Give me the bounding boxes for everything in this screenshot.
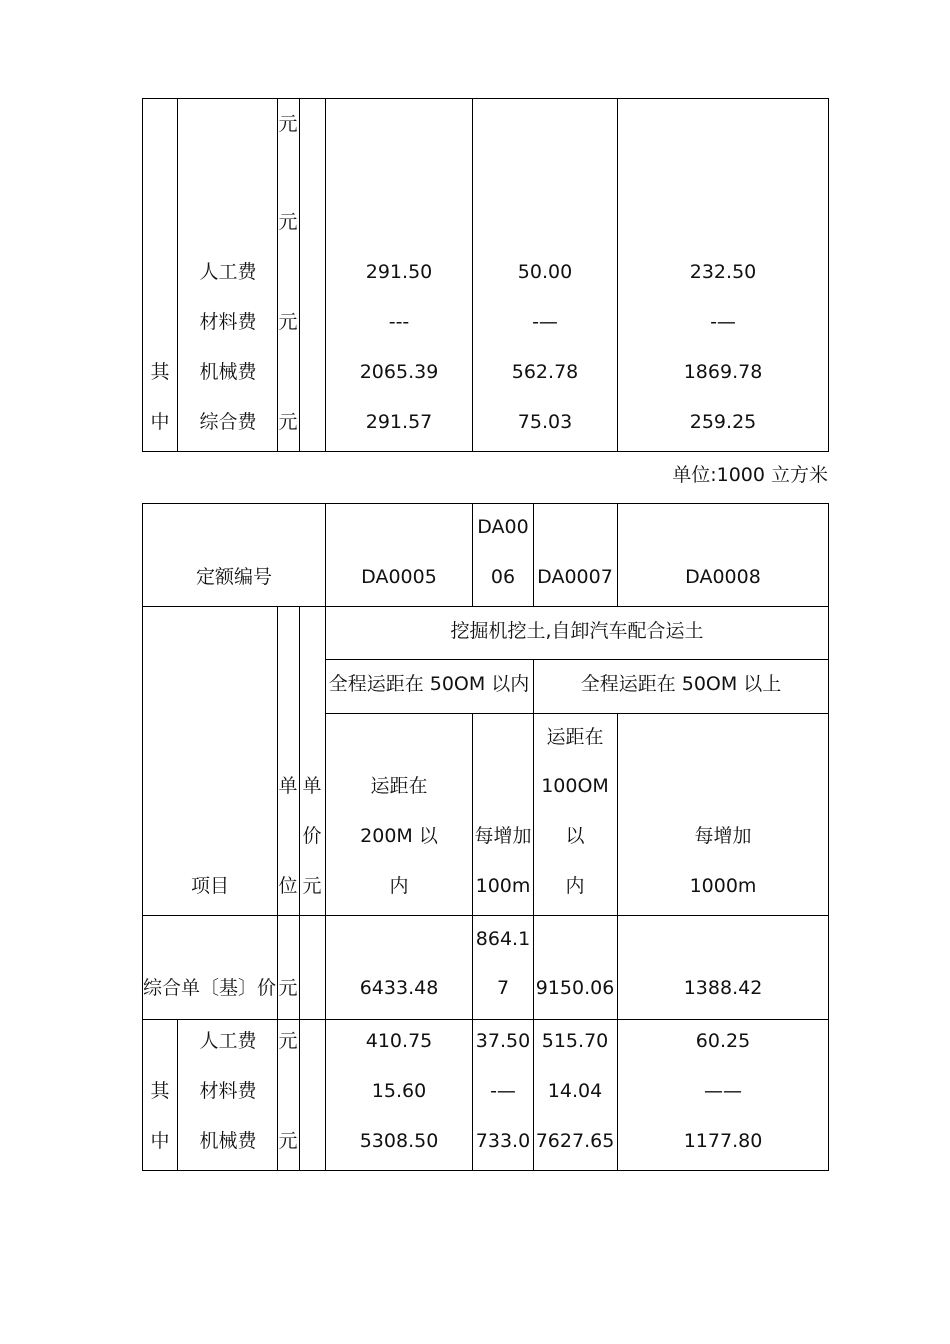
sub-header: 1000m	[689, 875, 757, 897]
item-label: 项目	[190, 875, 230, 897]
cell: 291.57	[365, 411, 433, 433]
row-label: 机械费	[199, 1130, 257, 1152]
cell: 515.70	[541, 1030, 609, 1052]
zhong-label: 中	[150, 1130, 170, 1152]
cell: 733.0	[475, 1130, 531, 1152]
sub-header: 每增加	[474, 825, 532, 847]
cell: 14.04	[547, 1080, 603, 1102]
price-header: 元	[302, 875, 322, 897]
sub-header: 内	[389, 875, 409, 897]
zhong-label: 中	[150, 411, 170, 433]
cell: -—	[710, 311, 736, 333]
price-header: 单	[302, 775, 322, 797]
qi-label: 其	[150, 361, 170, 383]
cell: 5308.50	[359, 1130, 439, 1152]
sub-header: 100OM	[541, 775, 609, 797]
sub-header: 运距在	[546, 726, 604, 748]
cell: 562.78	[511, 361, 579, 383]
group-header: 全程运距在 50OM 以上	[580, 673, 782, 695]
cell: 2065.39	[359, 361, 439, 383]
row-label: 人工费	[199, 261, 257, 283]
quota-code: DA0007	[537, 566, 613, 588]
section-title: 挖掘机挖土,自卸汽车配合运土	[450, 620, 704, 642]
row-label: 材料费	[199, 311, 257, 333]
unit-note: 单位:1000 立方米	[672, 464, 828, 486]
quota-code-label: 定额编号	[195, 566, 273, 588]
quota-code: DA00	[477, 516, 529, 538]
qi-label: 其	[150, 1080, 170, 1102]
unit-header: 单	[278, 775, 298, 797]
sub-header: 100m	[475, 875, 531, 897]
cell: 37.50	[475, 1030, 531, 1052]
unit-cell: 元	[278, 1030, 298, 1052]
unit-cell: 元	[278, 113, 298, 135]
sub-header: 200M 以	[360, 825, 438, 847]
cell: 15.60	[371, 1080, 427, 1102]
cell: 7627.65	[535, 1130, 615, 1152]
cell: -—	[490, 1080, 516, 1102]
sub-header: 以	[565, 825, 585, 847]
cell: 1869.78	[683, 361, 763, 383]
cell: 6433.48	[359, 977, 439, 999]
cell: 410.75	[365, 1030, 433, 1052]
quota-code: DA0008	[685, 566, 761, 588]
cell: 9150.06	[535, 977, 615, 999]
cell: 259.25	[689, 411, 757, 433]
cell: 7	[496, 977, 510, 999]
row-label: 材料费	[199, 1080, 257, 1102]
quota-code: DA0005	[361, 566, 437, 588]
cell: ---	[388, 311, 410, 333]
cell: 50.00	[517, 261, 573, 283]
quota-code: 06	[490, 566, 516, 588]
sub-header: 每增加	[694, 825, 752, 847]
unit-cell: 元	[278, 1130, 298, 1152]
unit-cell: 元	[278, 977, 298, 999]
group-header: 全程运距在 50OM 以内	[328, 673, 530, 695]
composite-label: 综合单〔基〕价	[143, 977, 277, 999]
cell: 75.03	[517, 411, 573, 433]
unit-cell: 元	[278, 211, 298, 233]
unit-cell: 元	[278, 311, 298, 333]
row-label: 机械费	[199, 361, 257, 383]
sub-header: 运距在	[370, 775, 428, 797]
cell: 232.50	[689, 261, 757, 283]
cell: -—	[532, 311, 558, 333]
unit-cell: 元	[278, 411, 298, 433]
row-label: 人工费	[199, 1030, 257, 1052]
cell: ——	[704, 1080, 742, 1102]
cell: 291.50	[365, 261, 433, 283]
cell: 60.25	[695, 1030, 751, 1052]
price-header: 价	[302, 825, 322, 847]
cell: 1177.80	[683, 1130, 763, 1152]
row-label: 综合费	[199, 411, 257, 433]
cell: 864.1	[475, 928, 531, 950]
cell: 1388.42	[683, 977, 763, 999]
sub-header: 内	[565, 875, 585, 897]
unit-header: 位	[278, 875, 298, 897]
